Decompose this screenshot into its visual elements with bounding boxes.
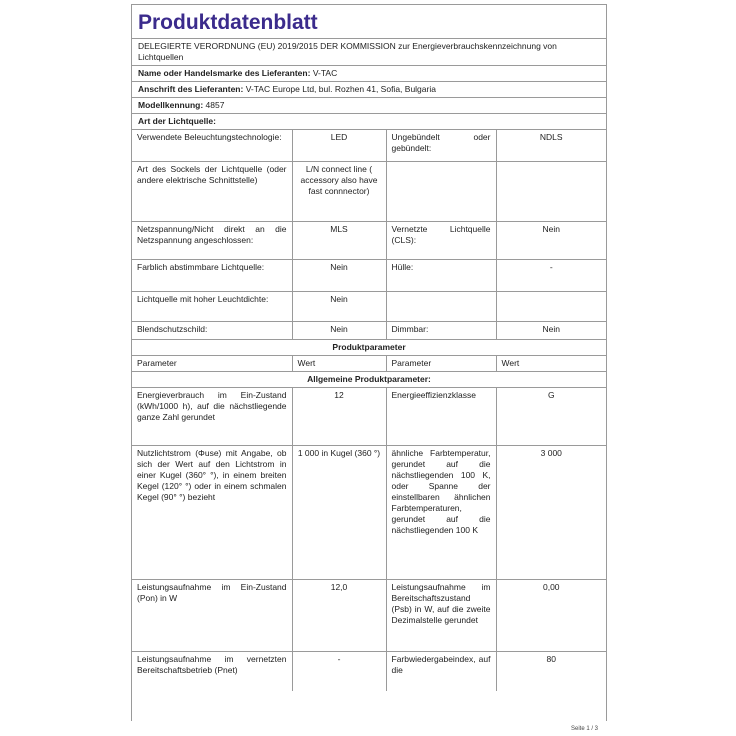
value-cell: 80 [496,651,606,691]
table-row [132,260,606,292]
value-cell: 12 [292,387,386,445]
parameter-cell: Verwendete Beleuchtungstechnologie: [132,130,292,162]
supplier-address-row [132,81,606,97]
value-cell: - [292,651,386,691]
value-cell: 12,0 [292,579,386,651]
document-title: Produktdatenblatt [138,11,318,34]
value-cell: MLS [292,222,386,260]
column-header-value: Wert [292,355,386,371]
supplier-address-value: V-TAC Europe Ltd, bul. Rozhen 41, Sofia, Bulgaria [245,84,436,94]
parameter-cell: Lichtquelle mit hoher Leuchtdichte: [132,292,292,322]
table-row [132,445,606,579]
value-cell: LED [292,130,386,162]
parameter-cell: ähnliche Farbtemperatur, gerundet auf die nächstliegenden 100 K, oder Spanne der einstellbaren ähnlichen Farbtemperaturen, gerundet auf die nächstliegenden 100 K [386,445,496,579]
parameter-cell: Ungebündelt oder gebündelt: [386,130,496,162]
parameter-cell: Leistungsaufnahme im Ein-Zustand (Pon) in W [132,579,292,651]
table-row [132,292,606,322]
parameter-cell: Netzspannung/Nicht direkt an die Netzspannung angeschlossen: [132,222,292,260]
table-row [132,387,606,445]
column-header-value: Wert [496,355,606,371]
product-parameters-table [132,339,606,692]
value-cell: - [496,260,606,292]
value-cell [496,292,606,322]
parameter-cell: Hülle: [386,260,496,292]
value-cell [496,162,606,222]
parameter-cell: Farblich abstimmbare Lichtquelle: [132,260,292,292]
value-cell: 3 000 [496,445,606,579]
model-id-value: 4857 [205,100,225,110]
table-row [132,162,606,222]
model-id-label: Modellkennung: [138,100,204,110]
table-row [132,579,606,651]
table-row [132,322,606,339]
column-header-row [132,355,606,371]
column-header-param: Parameter [386,355,496,371]
parameter-cell: Farbwiedergabeindex, auf die [386,651,496,691]
supplier-name-value: V-TAC [312,68,338,78]
parameter-cell [386,162,496,222]
parameter-cell: Leistungsaufnahme im Bereitschaftszustand (Psb) in W, auf die zweite Dezimalstelle gerundet [386,579,496,651]
parameter-cell: Blendschutzschild: [132,322,292,339]
value-cell: 0,00 [496,579,606,651]
value-cell: G [496,387,606,445]
general-parameters-heading: Allgemeine Produktparameter: [132,371,606,387]
table-row [132,130,606,162]
value-cell: Nein [292,322,386,339]
supplier-name-row [132,65,606,81]
parameter-cell: Energieeffizienzklasse [386,387,496,445]
value-cell: L/N connect line ( accessory also have fast connnector) [292,162,386,222]
page-number: Seite 1 / 3 [571,726,599,732]
parameter-cell: Leistungsaufnahme im vernetzten Bereitschaftsbetrieb (Pnet) [132,651,292,691]
light-source-heading: Art der Lichtquelle: [132,113,606,129]
column-header-param: Parameter [132,355,292,371]
value-cell: NDLS [496,130,606,162]
parameter-cell: Nutzlichtstrom (Φuse) mit Angabe, ob sich der Wert auf den Lichtstrom in einer Kugel (360° °), in einem breiten Kegel (120° °) oder in einem schmalen Kegel (90° °) bezieht [132,445,292,579]
parameter-cell: Vernetzte Lichtquelle (CLS): [386,222,496,260]
value-cell: Nein [292,292,386,322]
supplier-address-label: Anschrift des Lieferanten: [138,84,244,94]
table-row [132,651,606,691]
model-id-row [132,97,606,113]
value-cell: 1 000 in Kugel (360 °) [292,445,386,579]
value-cell: Nein [292,260,386,292]
product-data-sheet [131,4,607,721]
regulation-text: DELEGIERTE VERORDNUNG (EU) 2019/2015 DER KOMMISSION zur Energieverbrauchskennzeichnung von Lichtquellen [132,38,606,65]
table-row [132,222,606,260]
value-cell: Nein [496,222,606,260]
parameter-cell: Dimmbar: [386,322,496,339]
parameter-cell [386,292,496,322]
supplier-name-label: Name oder Handelsmarke des Lieferanten: [138,68,311,78]
parameter-cell: Energieverbrauch im Ein-Zustand (kWh/1000 h), auf die nächstliegende ganze Zahl gerundet [132,387,292,445]
product-parameters-heading: Produktparameter [132,339,606,355]
parameter-cell: Art des Sockels der Lichtquelle (oder andere elektrische Schnittstelle) [132,162,292,222]
light-source-table [132,129,606,339]
value-cell: Nein [496,322,606,339]
